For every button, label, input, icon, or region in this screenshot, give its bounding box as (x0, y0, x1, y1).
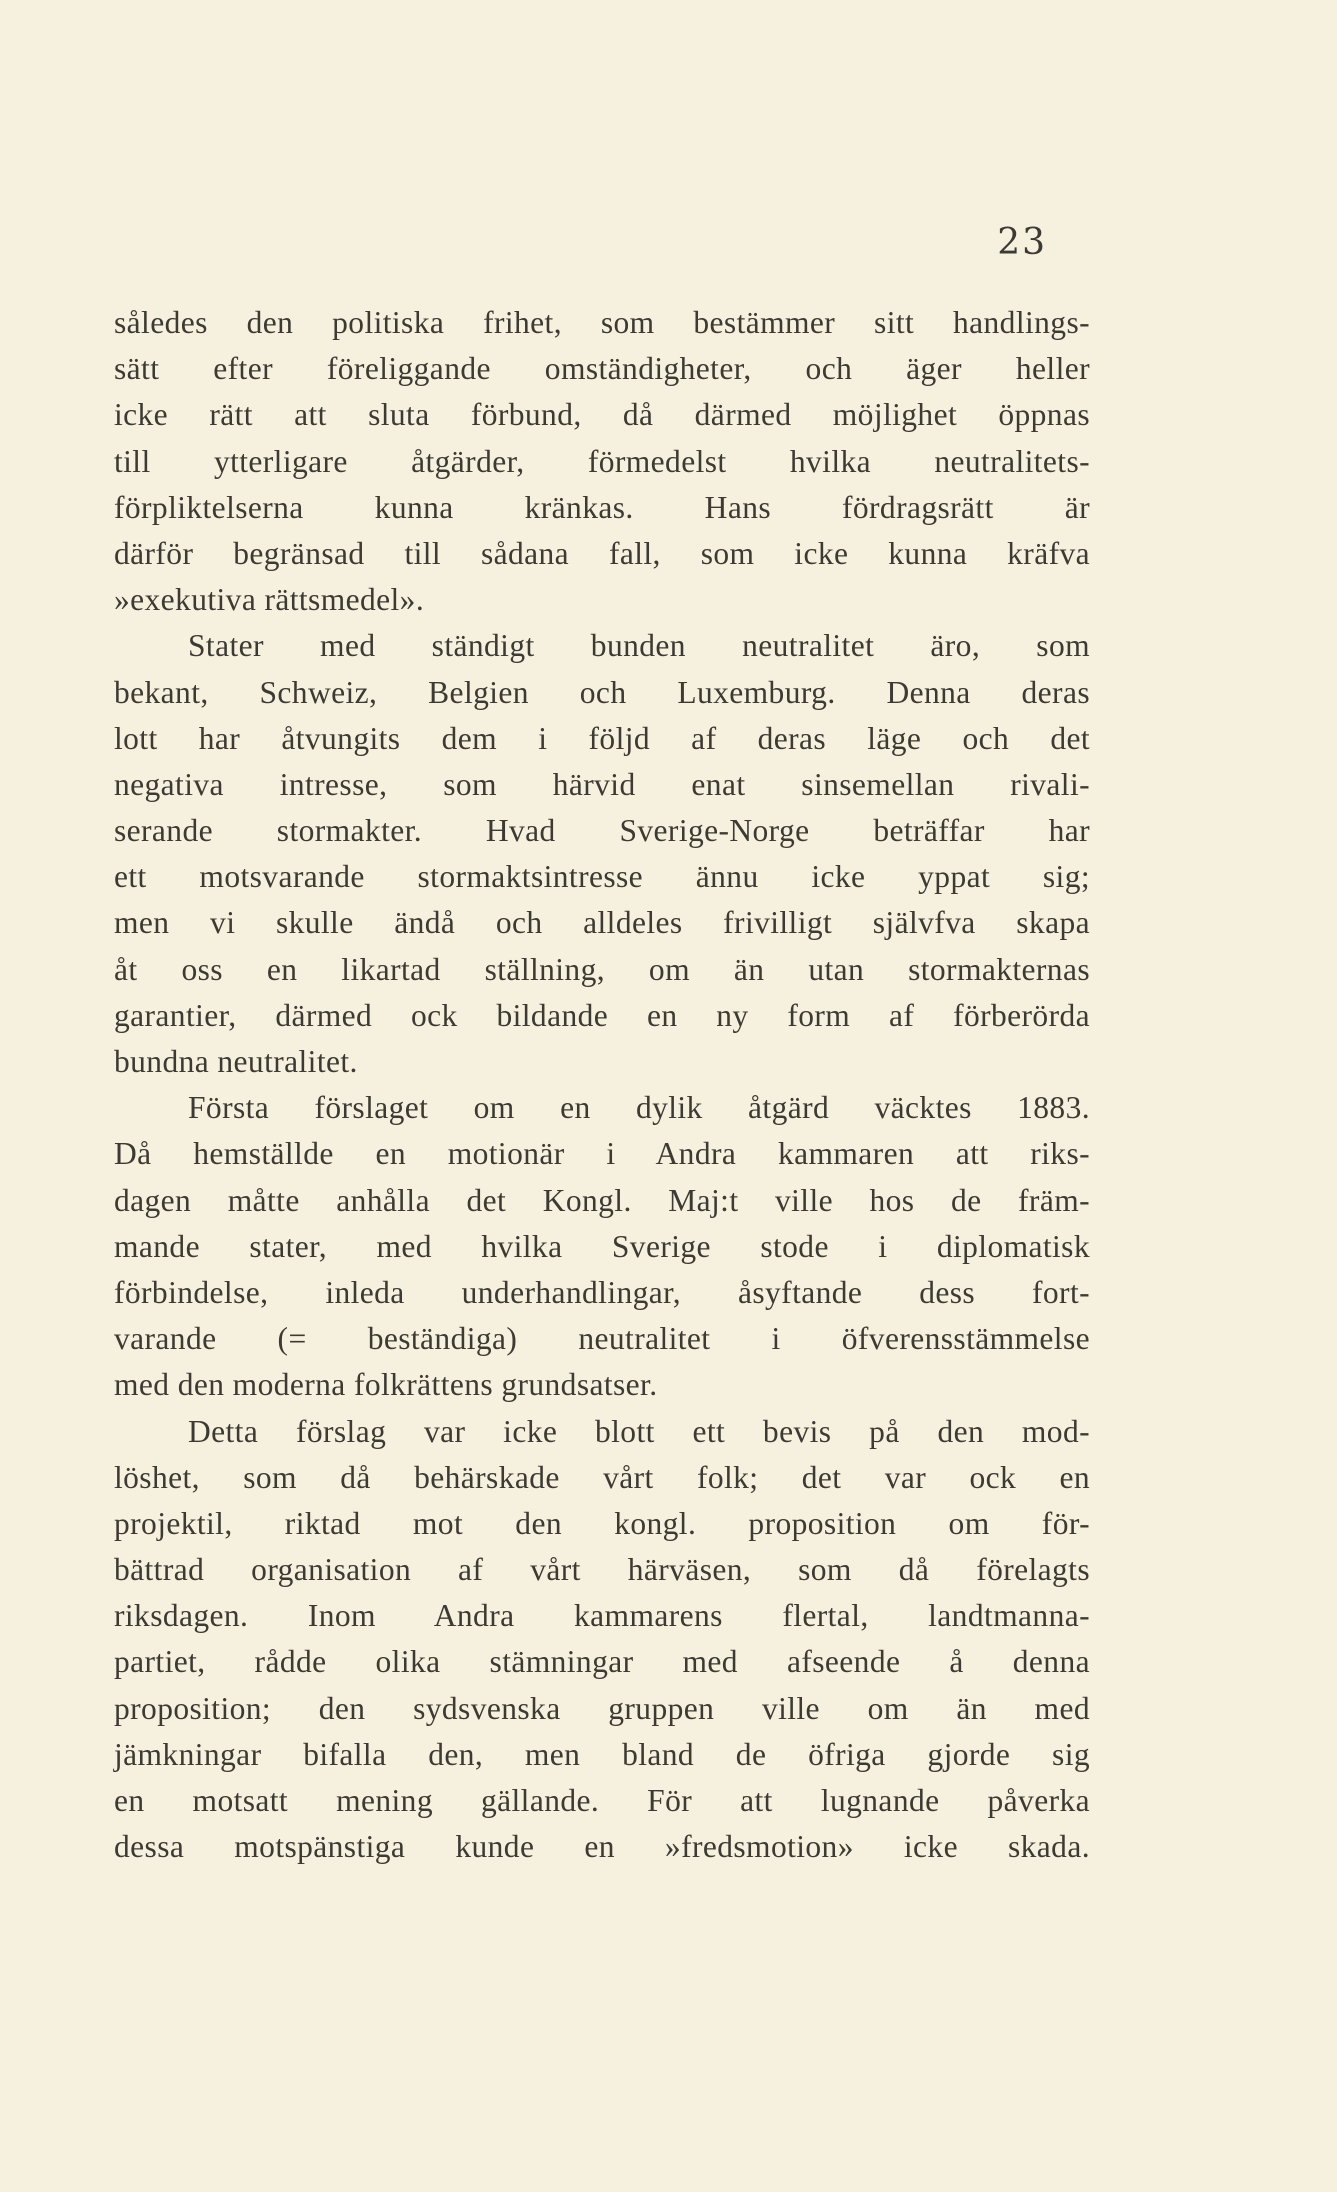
text-line: åt oss en likartad ställning, om än utan stormakternas (114, 951, 1090, 987)
text-line: jämkningar bifalla den, men bland de öfriga gjorde sig (114, 1736, 1090, 1772)
text-line: »exekutiva rättsmedel». (114, 582, 425, 618)
text-line: negativa intresse, som härvid enat sinsemellan rivali- (114, 766, 1090, 802)
text-line: bekant, Schweiz, Belgien och Luxemburg. Denna deras (114, 674, 1090, 710)
text-line: löshet, som då behärskade vårt folk; det var ock en (114, 1459, 1090, 1495)
text-line: dessa motspänstiga kunde en »fredsmotion» icke skada. (114, 1829, 1090, 1865)
text-line: förpliktelserna kunna kränkas. Hans fördragsrätt är (114, 489, 1090, 525)
text-line: garantier, därmed ock bildande en ny form af förberörda (114, 997, 1090, 1033)
text-line: partiet, rådde olika stämningar med afseende å denna (114, 1644, 1090, 1680)
text-line: men vi skulle ändå och alldeles frivilligt självfva skapa (114, 905, 1090, 941)
text-line: en motsatt mening gällande. För att lugnande påverka (114, 1783, 1090, 1818)
text-line: därför begränsad till sådana fall, som icke kunna kräfva (114, 535, 1090, 571)
text-line: med den moderna folkrättens grundsatser. (114, 1367, 658, 1403)
text-line: riksdagen. Inom Andra kammarens flertal, landtmanna- (114, 1598, 1090, 1634)
text-line: varande (= beständiga) neutralitet i öfverensstämmelse (114, 1321, 1090, 1357)
text-line: dagen måtte anhålla det Kongl. Maj:t ville hos de främ- (114, 1182, 1090, 1218)
text-line: Detta förslag var icke blott ett bevis på den mod- (188, 1413, 1090, 1449)
text-line: bundna neutralitet. (114, 1044, 358, 1079)
text-line: således den politiska frihet, som bestämmer sitt handlings- (114, 305, 1090, 340)
text-line: sätt efter föreliggande omständigheter, och äger heller (114, 351, 1090, 387)
text-line: Då hemställde en motionär i Andra kammaren att riks- (114, 1136, 1090, 1172)
text-line: förbindelse, inleda underhandlingar, åsyftande dess fort- (114, 1274, 1090, 1310)
body-text (114, 300, 1090, 1870)
text-line: serande stormakter. Hvad Sverige-Norge beträffar har (114, 813, 1090, 849)
text-line: icke rätt att sluta förbund, då därmed möjlighet öppnas (114, 397, 1090, 433)
text-line: lott har åtvungits dem i följd af deras läge och det (114, 720, 1090, 756)
text-line: projektil, riktad mot den kongl. proposition om för- (114, 1505, 1090, 1541)
text-line: bättrad organisation af vårt härväsen, som då förelagts (114, 1552, 1090, 1588)
text-line: till ytterligare åtgärder, förmedelst hvilka neutralitets- (114, 443, 1090, 479)
text-line: proposition; den sydsvenska gruppen ville om än med (114, 1690, 1090, 1726)
text-line: Första förslaget om en dylik åtgärd väcktes 1883. (188, 1090, 1090, 1126)
text-line: mande stater, med hvilka Sverige stode i diplomatisk (114, 1228, 1090, 1264)
text-line: Stater med ständigt bunden neutralitet äro, som (188, 628, 1090, 664)
text-line: ett motsvarande stormaktsintresse ännu icke yppat sig; (114, 859, 1090, 895)
page-number: 23 (997, 222, 1047, 263)
